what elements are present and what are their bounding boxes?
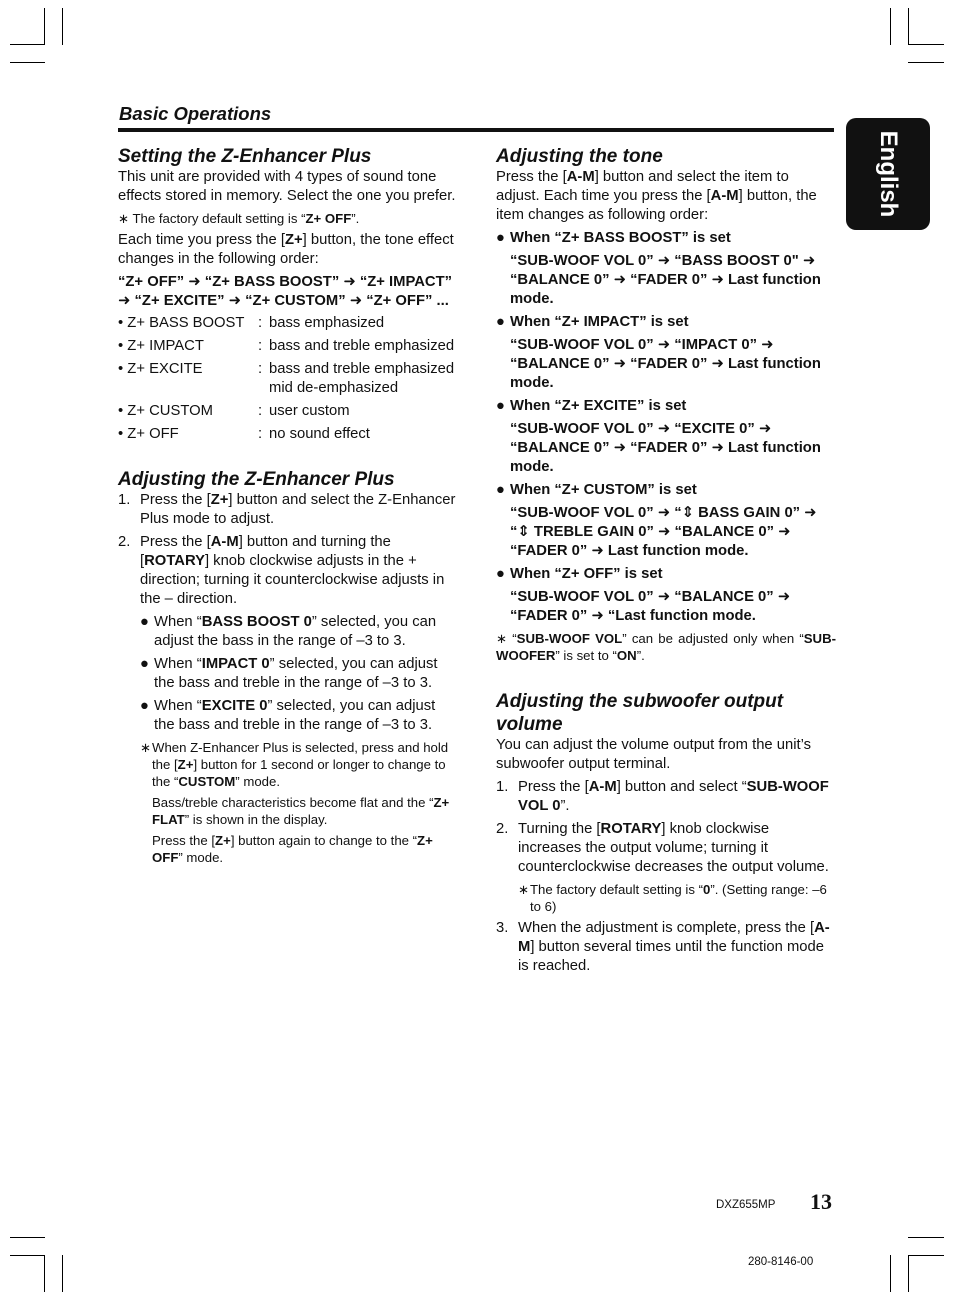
- heading-adjusting-subwoofer: Adjusting the subwoofer output volume: [496, 691, 784, 735]
- language-tab: [846, 118, 930, 230]
- page-number: 13: [810, 1189, 832, 1214]
- note-asterisk: ∗: [496, 631, 508, 646]
- bullet-dot-icon: ●: [496, 398, 505, 414]
- tone-order-custom: ● When “Z+ CUSTOM” is set “SUB-WOOF VOL 0” ➜ “⇕ BASS GAIN 0” ➜ “⇕ TREBLE GAIN 0” ➜ “BALANCE 0” ➜ “FADER 0” ➜ Last function mode.: [496, 482, 817, 559]
- crop-mark: [62, 8, 63, 45]
- section-rule: [118, 128, 834, 132]
- step-2: 2. Press the [A-M] button and turning the [ROTARY] knob clockwise adjusts in the + direction; turning it counterclockwise adjusts in the – direction.: [118, 534, 445, 607]
- list-item: • Z+ EXCITE : bass and treble emphasized mid de-emphasized: [118, 361, 455, 396]
- sub-step-2: 2. Turning the [ROTARY] knob clockwise increases the output volume; turning it counterclockwise decreases the output volume.: [496, 821, 829, 875]
- list-item: ● When “EXCITE 0” selected, you can adjust the bass and treble in the range of –3 to 3.: [140, 698, 436, 733]
- crop-mark: [908, 1255, 909, 1292]
- bullet-dot-icon: ●: [140, 698, 149, 714]
- list-item: • Z+ OFF : no sound effect: [118, 426, 370, 442]
- tone-order-bass-boost: ● When “Z+ BASS BOOST” is set “SUB-WOOF VOL 0” ➜ “BASS BOOST 0" ➜ “BALANCE 0” ➜ “FADER 0” ➜ Last function mode.: [496, 230, 821, 307]
- custom-mode-note: ∗ When Z-Enhancer Plus is selected, press and hold the [Z+] button for 1 second or longer to change to the “CUSTOM” mode. Bass/treble characteristics become flat and the “Z+ FLAT” is shown in the display. Press the [Z+] button again to change to the “Z+ OFF” mode.: [140, 740, 450, 865]
- crop-mark: [62, 1255, 63, 1292]
- crop-mark: [10, 1255, 45, 1256]
- list-item: ● When “IMPACT 0” selected, you can adjust the bass and treble in the range of –3 to 3.: [140, 656, 438, 691]
- note-asterisk: ∗: [118, 211, 130, 226]
- crop-mark: [10, 1237, 45, 1238]
- model-number: DXZ655MP: [716, 1199, 776, 1211]
- tone-order-off: ● When “Z+ OFF” is set “SUB-WOOF VOL 0” ➜ “BALANCE 0” ➜ “FADER 0” ➜ “Last function mode.: [496, 566, 791, 624]
- list-item: • Z+ CUSTOM : user custom: [118, 403, 350, 419]
- bullet-dot-icon: ●: [496, 566, 505, 582]
- crop-mark: [908, 8, 909, 45]
- bullet-dot-icon: ●: [496, 482, 505, 498]
- left-column: [118, 145, 458, 866]
- bullet-dot-icon: ●: [496, 230, 505, 246]
- sub-step-3: 3. When the adjustment is complete, press the [A-M] button several times until the function mode is reached.: [496, 920, 830, 974]
- tone-order-excite: ● When “Z+ EXCITE” is set “SUB-WOOF VOL 0” ➜ “EXCITE 0” ➜ “BALANCE 0” ➜ “FADER 0” ➜ Last function mode.: [496, 398, 821, 475]
- note-asterisk: ∗: [518, 882, 530, 897]
- heading-adjusting-tone: Adjusting the tone: [496, 146, 663, 167]
- sub-step-1: 1. Press the [A-M] button and select “SUB-WOOF VOL 0”.: [496, 779, 829, 814]
- note-asterisk: ∗: [140, 740, 152, 755]
- mode-definition-list: [118, 314, 458, 448]
- step-1: 1. Press the [Z+] button and select the Z-Enhancer Plus mode to adjust.: [118, 492, 456, 527]
- heading-adjusting-z-enhancer: Adjusting the Z-Enhancer Plus: [118, 469, 395, 490]
- crop-mark: [890, 1255, 891, 1292]
- crop-mark: [44, 8, 45, 45]
- section-title: Basic Operations: [119, 103, 272, 124]
- tone-order-impact: ● When “Z+ IMPACT” is set “SUB-WOOF VOL 0” ➜ “IMPACT 0” ➜ “BALANCE 0” ➜ “FADER 0” ➜ Last function mode.: [496, 314, 821, 391]
- right-column: [496, 145, 836, 980]
- press-z-plus-text: Each time you press the [Z+] button, the tone effect changes in the following order:: [118, 232, 454, 267]
- crop-mark: [890, 8, 891, 45]
- crop-mark: [10, 44, 45, 45]
- crop-mark: [908, 44, 944, 45]
- list-item: ● When “BASS BOOST 0” selected, you can adjust the bass in the range of –3 to 3.: [140, 614, 437, 649]
- crop-mark: [44, 1255, 45, 1292]
- crop-mark: [10, 62, 45, 63]
- factory-default-note: ∗ The factory default setting is “Z+ OFF”.: [118, 211, 360, 226]
- sub-default-note: ∗ The factory default setting is “0”. (Setting range: –6 to 6): [518, 882, 827, 914]
- tone-intro: Press the [A-M] button and select the item to adjust. Each time you press the [A-M] button, the item changes as following order:: [496, 169, 817, 223]
- z-enhancer-sequence: “Z+ OFF” ➜ “Z+ BASS BOOST” ➜ “Z+ IMPACT” ➜ “Z+ EXCITE” ➜ “Z+ CUSTOM” ➜ “Z+ OFF” ...: [118, 274, 453, 309]
- z-enhancer-intro: This unit are provided with 4 types of sound tone effects stored in memory. Select the one you prefer.: [118, 169, 456, 204]
- heading-setting-z-enhancer: Setting the Z-Enhancer Plus: [118, 146, 372, 167]
- language-tab-label: English: [875, 130, 902, 218]
- bullet-dot-icon: ●: [140, 614, 149, 630]
- sub-woof-vol-note: ∗ “SUB-WOOF VOL” can be adjusted only when “SUB-WOOFER” is set to “ON”.: [496, 631, 836, 663]
- crop-mark: [908, 62, 944, 63]
- list-item: • Z+ IMPACT : bass and treble emphasized: [118, 338, 455, 354]
- crop-mark: [908, 1255, 944, 1256]
- bullet-dot-icon: ●: [496, 314, 505, 330]
- bullet-dot-icon: ●: [140, 656, 149, 672]
- subwoofer-intro: You can adjust the volume output from the unit’s subwoofer output terminal.: [496, 737, 812, 772]
- list-item: • Z+ BASS BOOST : bass emphasized: [118, 315, 385, 331]
- crop-mark: [908, 1237, 944, 1238]
- part-code: 280-8146-00: [748, 1256, 814, 1268]
